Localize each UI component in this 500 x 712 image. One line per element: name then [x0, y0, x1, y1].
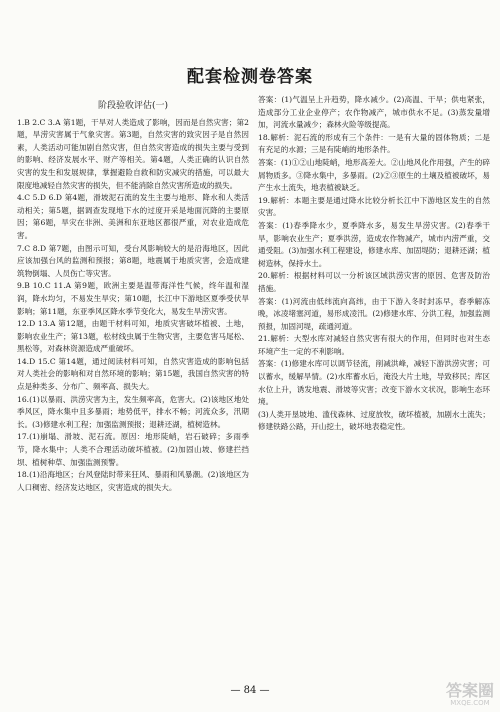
answer-paragraph: 9.B 10.C 11.A 第9题，欧洲主要是温带海洋性气候，终年温和湿润，降水均匀，不易发生旱灾；第10题，长江中下游地区夏季受伏旱影响；第11题，东亚季风区降水季节变化大，易发生旱涝灾害。: [17, 281, 249, 316]
watermark-text: 答案圈: [445, 681, 494, 700]
watermark-url: MXQE.COM: [450, 699, 490, 707]
answer-paragraph: 12.D 13.A 第12题，由题干材料可知，地质灾害破坏植被、土地，影响农业生产；第13题，松材线虫属于生物灾害，主要危害马尾松、黑松等，对森林资源造成严重破坏。: [17, 319, 249, 354]
section-title: 阶段验收评估(一): [97, 101, 169, 111]
answer-paragraph: 20.解析：根据材料可以一分析该区域洪涝灾害的原因、危害及防治措施。: [258, 271, 490, 293]
answer-paragraph: 21.解析：大型水库对减轻自然灾害有很大的作用，但同时也对生态环境产生一定的不利影响。: [258, 334, 490, 356]
answer-paragraph: 1.B 2.C 3.A 第1题，干旱对人类造成了影响，因而是自然灾害；第2题，旱涝灾害属于气象灾害。第3题，自然灾害的致灾因子是自然因素，人类活动可能加剧自然灾害，但自然灾害造成的损失主要与受到的影响、经济发展水平、财产等相关。第4题，人类正确的认识自然灾害的发生和发展规律，掌握避险自救和防灾减灾的措施，可以最大限度地减轻自然灾害的损失，但不能消除自然灾害所造成的损失。: [17, 117, 249, 190]
answer-paragraph: 7.C 8.D 第7题，由图示可知，受台风影响较大的是沿海地区，因此应该加强台风的监测和预报；第8题，地震属于地质灾害，会造成建筑物倒塌、人员伤亡等灾害。: [17, 243, 249, 278]
answer-paragraph: 19.解析：本题主要是通过降水比较分析长江中下游地区发生的自然灾害。: [258, 195, 490, 218]
answer-paragraph: 18.解析：泥石流的形成有三个条件：一是有大量的固体物质；二是有充足的水源；三是有陡峭的地形条件。: [258, 132, 490, 155]
answer-paragraph: (3)人类开垦坡地、滥伐森林、过度放牧，破坏植被，加剧水土流失；修建铁路公路，开山挖土，破坏地表稳定性。: [258, 409, 490, 432]
answer-paragraph: 答案：(1)河流由低纬流向高纬，由于下游入冬时封冻早，春季解冻晚，冰凌堵塞河道，易形成凌汛。(2)修建水库、分洪工程，加强监测预报，加固河堤，疏通河道。: [258, 296, 490, 331]
left-column: [17, 100, 249, 494]
right-column: [258, 94, 490, 434]
answer-paragraph: 答案：(1)气温呈上升趋势，降水减少。(2)高温、干旱；供电紧张，造成部分工业企业停产；农作物减产，城市供水不足。(3)蒸发量增加，河流水量减少；森林火险等级提高。: [258, 95, 490, 130]
answer-paragraph: 17.(1)崩塌、滑坡、泥石流。原因：地形陡峭，岩石破碎；多雨季节，降水集中；人类不合理活动破坏植被。(2)加固山坡、修建拦挡坝、植树种草、加强监测预警。: [17, 432, 249, 467]
page-title: 配套检测卷答案: [187, 67, 313, 87]
answer-paragraph: 答案：(1)春季降水少，夏季降水多，易发生旱涝灾害。(2)春季干旱，影响农业生产；夏季洪涝，造成农作物减产，城市内涝严重，交通受阻。(3)加强水利工程建设，修建水库、加固堤防；退耕还湖；植树造林，保持水土。: [258, 220, 490, 268]
answer-paragraph: 4.C 5.D 6.D 第4题，滑坡泥石流的发生主要与地形、降水和人类活动相关；第5题，据调查发现地下水的过度开采是地面沉降的主要原因；第6题，旱灾在非洲、美洲和东亚地区都很严重，对农业造成危害。: [17, 193, 249, 240]
page-number: — 84 —: [230, 685, 270, 696]
answer-paragraph: 16.(1)以暴雨、洪涝灾害为主，发生频率高，危害大。(2)该地区地处季风区，降水集中且多暴雨；地势低平，排水不畅；河流众多，汛期长。(3)修建水利工程；加强监测预报；退耕还湖，植树造林。: [17, 394, 249, 429]
answer-paragraph: 14.D 15.C 第14题，通过阅读材料可知，自然灾害造成的影响包括对人类社会的影响和对自然环境的影响；第15题，我国自然灾害的特点是种类多、分布广、频率高、损失大。: [17, 356, 249, 392]
answer-paragraph: 18.(1)沿海地区；台风登陆时带来狂风、暴雨和风暴潮。(2)该地区为人口稠密、经济发达地区，灾害造成的损失大。: [17, 470, 249, 492]
answer-paragraph: 答案：(1)修建水库可以调节径流，削减洪峰，减轻下游洪涝灾害；可以蓄水，缓解旱情。(2)水库蓄水后，淹没大片土地，导致移民；库区水位上升，诱发地震、滑坡等灾害；改变下游水文状况，影响生态环境。: [258, 359, 490, 407]
answer-paragraph: 答案：(1)①②山地陡峭，地形高差大。②山地风化作用强，产生的碎屑物质多。③降水集中，多暴雨。(2)②③原生的土壤及植被破坏，易产生水土流失，地表植被缺乏。: [258, 157, 490, 193]
watermark-logo: [446, 683, 494, 708]
